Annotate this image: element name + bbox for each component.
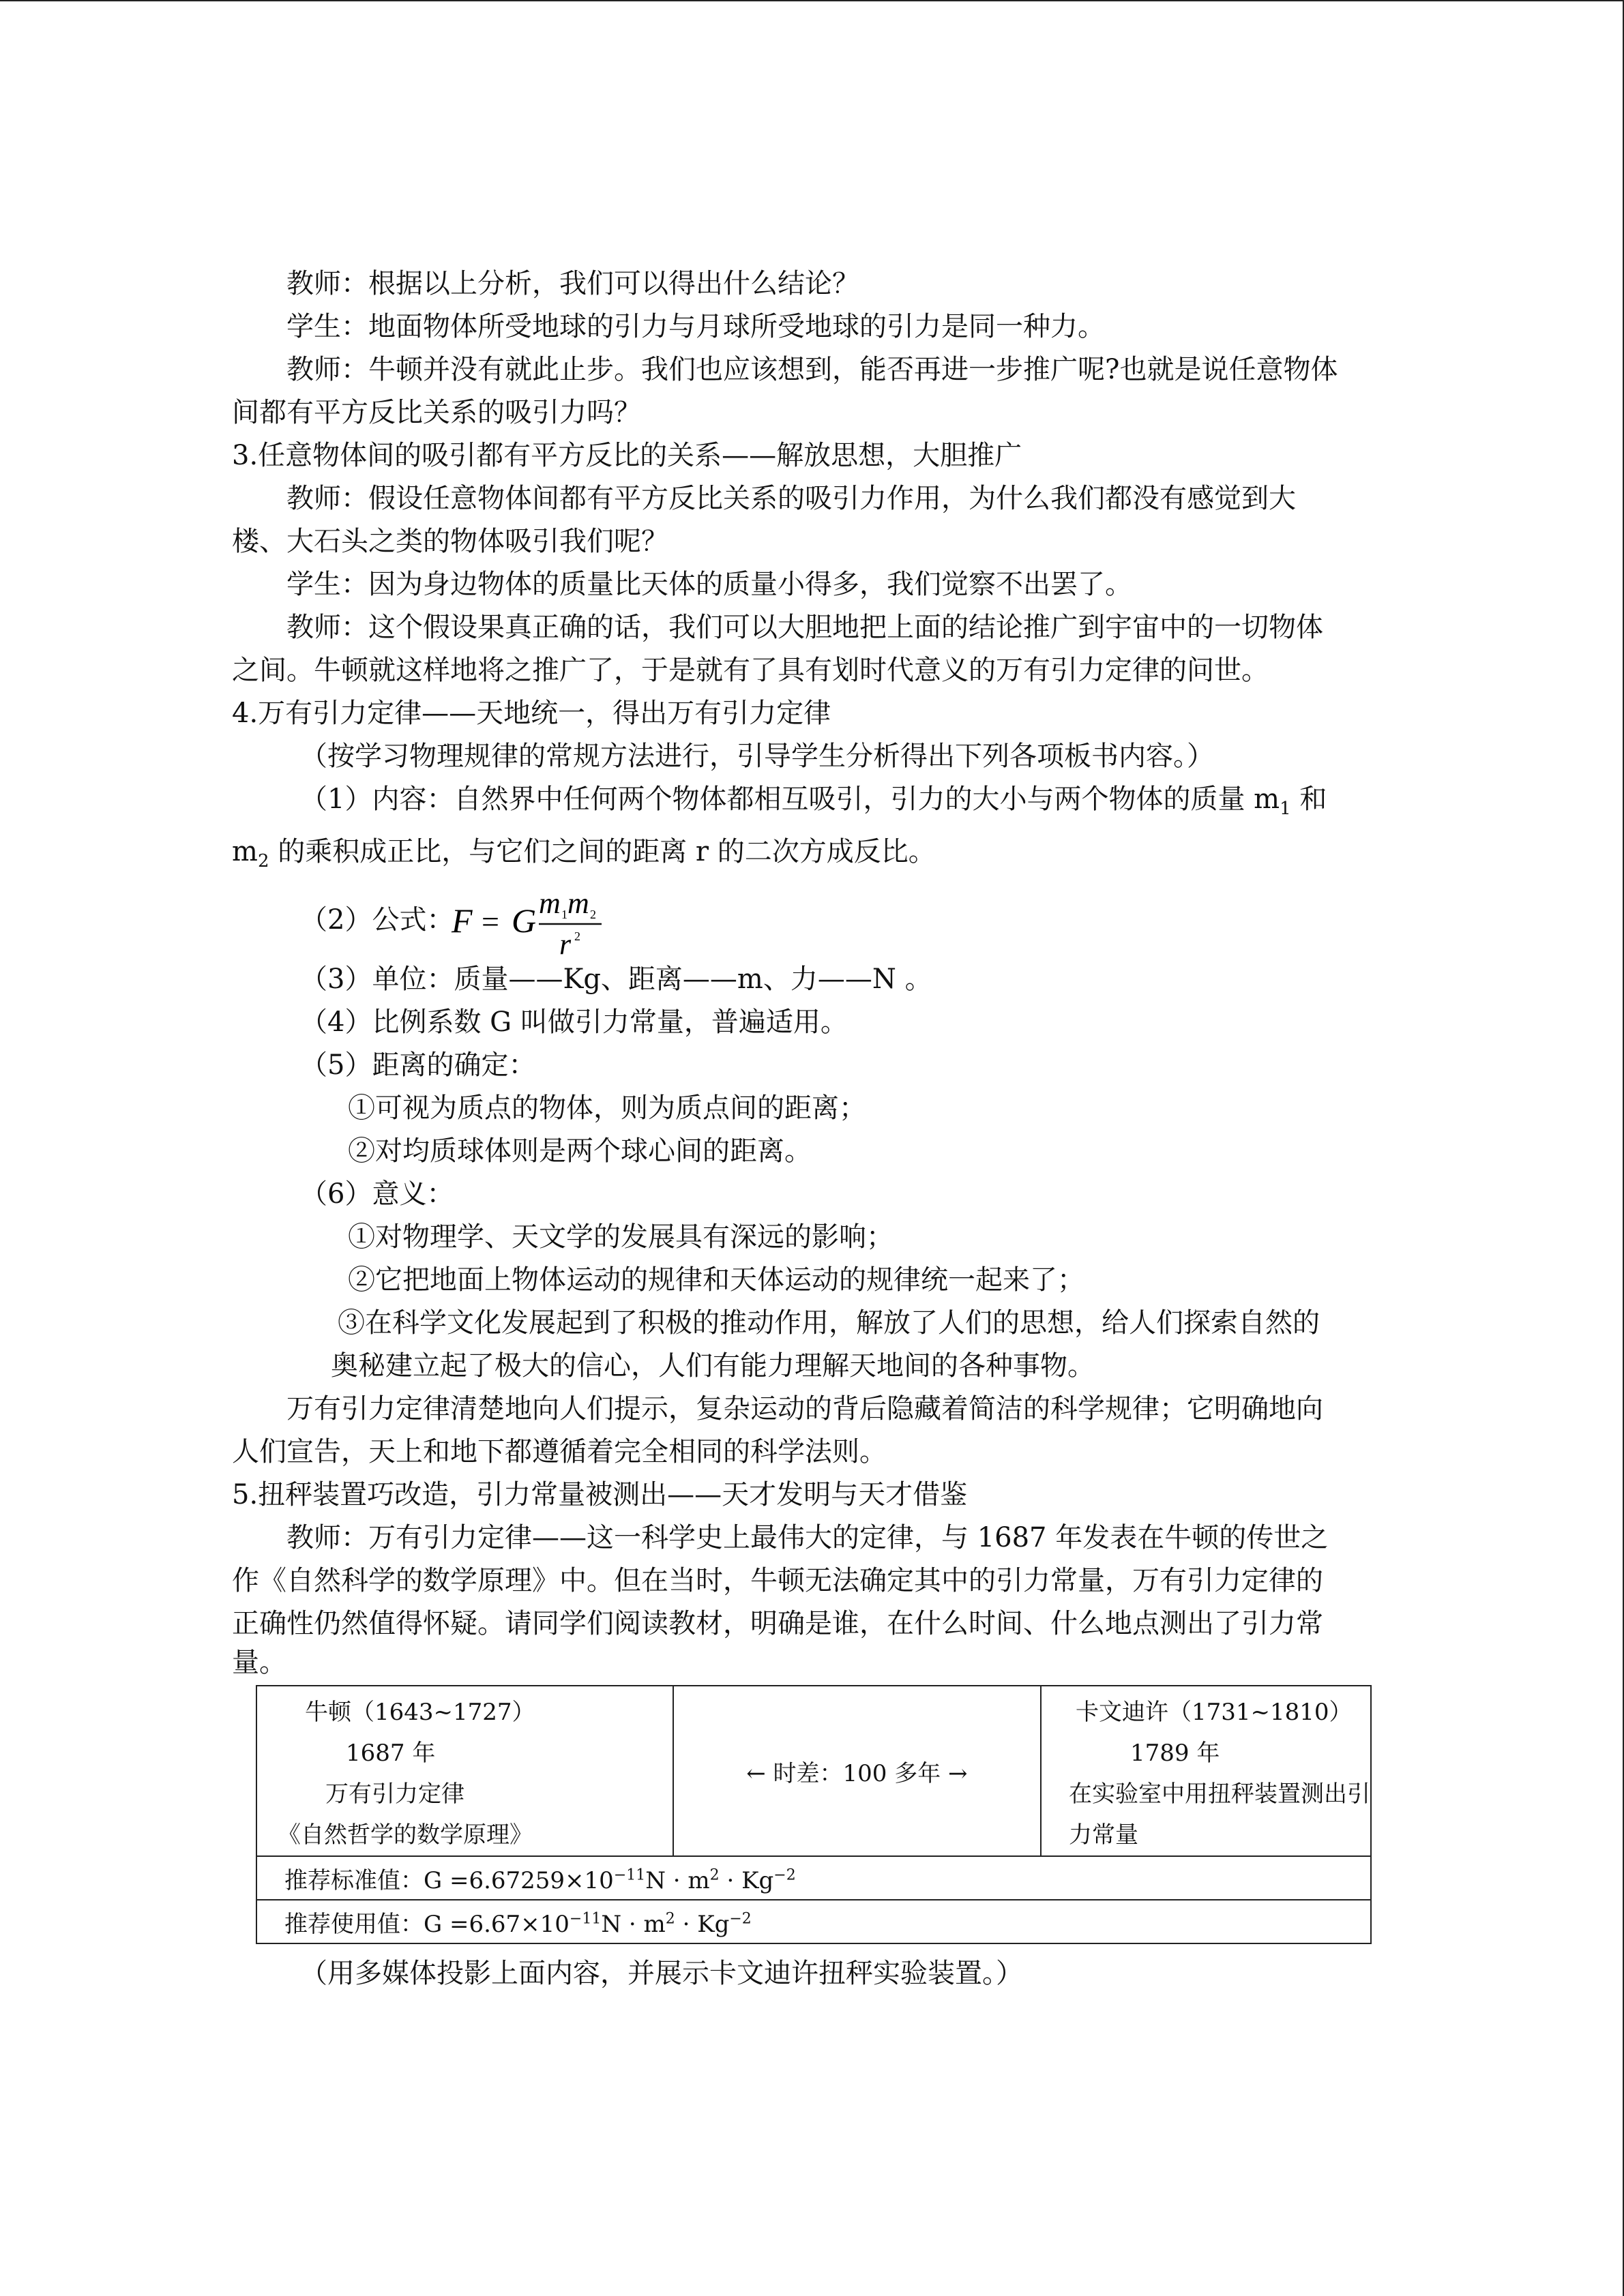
usage-value-unit: N · m: [601, 1910, 666, 1938]
newton-cell: [256, 1686, 673, 1856]
paragraph-student-mass: 学生：因为身边物体的质量比天体的质量小得多，我们觉察不出罢了。: [286, 569, 1132, 600]
formula-m1: m: [539, 886, 561, 920]
usage-value-text: 推荐使用值：G =6.67×10: [284, 1910, 570, 1938]
standard-value-text: 推荐标准值：G =6.67259×10: [284, 1866, 614, 1894]
standard-value-cell: [256, 1856, 1371, 1900]
formula-equals: =: [482, 904, 499, 939]
paragraph-teacher-assume-line1: 教师：假设任意物体间都有平方反比关系的吸引力作用，为什么我们都没有感觉到大: [286, 483, 1296, 514]
paragraph-teacher-generalize-line1: 教师：这个假设果真正确的话，我们可以大胆地把上面的结论推广到宇宙中的一切物体: [286, 612, 1323, 643]
paragraph-distance-sphere: ②对均质球体则是两个球心间的距离。: [348, 1135, 812, 1167]
section-heading-5: 5.扭秤装置巧改造，引力常量被测出——天才发明与天才借鉴: [232, 1479, 968, 1510]
usage-value-m2: 2: [665, 1910, 675, 1928]
subscript-1: 1: [1280, 799, 1291, 819]
document-body: [232, 263, 1378, 1995]
gravitation-formula: [450, 883, 628, 958]
formula-f: F: [452, 901, 473, 940]
paragraph-teacher-assume-line2: 楼、大石头之类的物体吸引我们呢？: [232, 526, 668, 557]
paragraph-student-answer: 学生：地面物体所受地球的引力与月球所受地球的引力是同一种力。: [286, 311, 1105, 342]
paragraph-distance-title: （5）距离的确定：: [300, 1049, 536, 1081]
formula-g: G: [512, 901, 537, 940]
content-text-end: 的乘积成正比，与它们之间的距离 r 的二次方成反比。: [269, 836, 936, 867]
formula-sub2: 2: [590, 908, 596, 921]
paragraph-significance-1: ①对物理学、天文学的发展具有深远的影响；: [348, 1221, 894, 1253]
paragraph-significance-3-line2: 奥秘建立起了极大的信心，人们有能力理解天地间的各种事物。: [331, 1350, 1095, 1382]
paragraph-constant-g: （4）比例系数 G 叫做引力常量，普遍适用。: [300, 1007, 848, 1038]
cavendish-desc-line1: 在实验室中用扭秤装置测出引: [1069, 1780, 1370, 1808]
standard-value-unit: N · m: [645, 1866, 710, 1894]
gravitation-history-table: [256, 1685, 1372, 1944]
table-row: [256, 1686, 1371, 1856]
usage-value-kg: · Kg: [675, 1910, 730, 1938]
content-text-end: 和: [1290, 784, 1327, 815]
cavendish-cell: [1041, 1686, 1371, 1856]
formula-sub1: 1: [561, 908, 567, 921]
formula-r: r: [559, 927, 572, 958]
paragraph-teacher-history-line2: 作《自然科学的数学原理》中。但在当时，牛顿无法确定其中的引力常量，万有引力定律的: [232, 1565, 1323, 1596]
paragraph-teacher-question-line1: 教师：牛顿并没有就此止步。我们也应该想到，能否再进一步推广呢?也就是说任意物体: [286, 354, 1338, 385]
content-text: m: [232, 836, 258, 867]
paragraph-content-line2: [232, 831, 1378, 883]
formula-m2: m: [567, 886, 589, 920]
formula-label: （2）公式：: [300, 904, 454, 936]
newton-name: 牛顿（1643~1727）: [305, 1699, 535, 1726]
paragraph-teacher-conclusion: 教师：根据以上分析，我们可以得出什么结论？: [286, 268, 859, 299]
time-gap-label: ← 时差：100 多年 →: [746, 1759, 968, 1787]
cavendish-year: 1789 年: [1130, 1740, 1220, 1767]
paragraph-teacher-history-line1: 教师：万有引力定律——这一科学史上最伟大的定律，与 1687 年发表在牛顿的传世之: [286, 1522, 1329, 1553]
section-heading-4: 4.万有引力定律——天地统一，得出万有引力定律: [232, 698, 831, 729]
content-text: （1）内容：自然界中任何两个物体都相互吸引，引力的大小与两个物体的质量 m: [300, 784, 1280, 815]
paragraph-method-note: （按学习物理规律的常规方法进行，引导学生分析得出下列各项板书内容。）: [300, 741, 1214, 772]
formula-row: [232, 883, 1378, 958]
time-gap-cell: [673, 1686, 1041, 1856]
subscript-2: 2: [257, 851, 269, 871]
table-row: [256, 1900, 1371, 1943]
paragraph-significance-title: （6）意义：: [300, 1178, 454, 1210]
paragraph-significance-3-line1: ③在科学文化发展起到了积极的推动作用，解放了人们的思想，给人们探索自然的: [338, 1307, 1320, 1339]
formula-svg: [450, 883, 628, 958]
newton-book: 《自然哲学的数学原理》: [278, 1821, 533, 1849]
paragraph-projection-note: （用多媒体投影上面内容，并展示卡文迪许扭秤实验装置。）: [300, 1958, 1023, 1989]
paragraph-units: （3）单位：质量——Kg、距离——m、力——N 。: [300, 964, 932, 995]
formula-sup2: 2: [574, 929, 580, 943]
paragraph-teacher-history-line3: 正确性仍然值得怀疑。请同学们阅读教材，明确是谁，在什么时间、什么地点测出了引力常: [232, 1608, 1323, 1639]
usage-value-kgexp: −2: [729, 1910, 752, 1928]
usage-value-cell: [256, 1900, 1371, 1943]
table-row: [256, 1856, 1371, 1900]
paragraph-distance-point: ①可视为质点的物体，则为质点间的距离；: [348, 1092, 866, 1124]
newton-law: 万有引力定律: [325, 1780, 464, 1808]
cavendish-name: 卡文迪许（1731~1810）: [1076, 1699, 1353, 1726]
paragraph-summary-line1: 万有引力定律清楚地向人们提示，复杂运动的背后隐藏着简洁的科学规律；它明确地向: [286, 1393, 1323, 1425]
section-heading-3: 3.任意物体间的吸引都有平方反比的关系——解放思想，大胆推广: [232, 440, 1022, 471]
standard-value-exp: −11: [613, 1866, 646, 1884]
paragraph-teacher-generalize-line2: 之间。牛顿就这样地将之推广了，于是就有了具有划时代意义的万有引力定律的问世。: [232, 655, 1269, 686]
cavendish-desc-line2: 力常量: [1069, 1821, 1138, 1849]
standard-value-kg: · Kg: [719, 1866, 774, 1894]
paragraph-teacher-question-line2: 间都有平方反比关系的吸引力吗？: [232, 397, 641, 428]
page-top-border: [0, 0, 1624, 1]
paragraph-content-line1: [232, 778, 1378, 831]
paragraph-significance-2: ②它把地面上物体运动的规律和天体运动的规律统一起来了；: [348, 1264, 1084, 1296]
newton-year: 1687 年: [346, 1740, 436, 1767]
standard-value-kgexp: −2: [773, 1866, 796, 1884]
paragraph-teacher-history-line4: 量。: [232, 1647, 286, 1678]
paragraph-summary-line2: 人们宣告，天上和地下都遵循着完全相同的科学法则。: [232, 1436, 887, 1467]
usage-value-exp: −11: [569, 1910, 602, 1928]
standard-value-m2: 2: [709, 1866, 720, 1884]
